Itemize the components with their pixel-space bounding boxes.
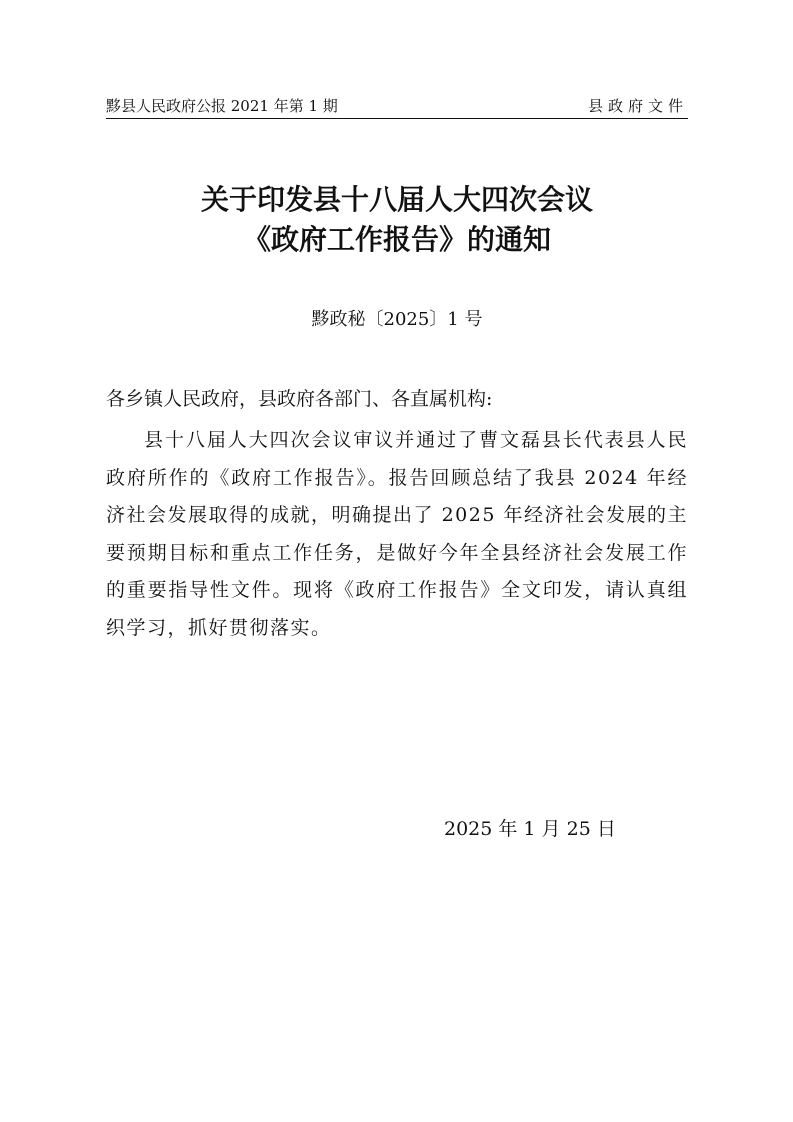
document-title xyxy=(106,180,688,260)
title-line-2: 《政府工作报告》的通知 xyxy=(242,223,551,256)
issue-date: 2025 年 1 月 25 日 xyxy=(444,818,616,840)
body-paragraph: 县十八届人大四次会议审议并通过了曹文磊县长代表县人民政府所作的《政府工作报告》。报告回顾总结了我县 2024 年经济社会发展取得的成就，明确提出了 2025 年经济社会发展的主要预期目标和重点工作任务，是做好今年全县经济社会发展工作的重要指导性文件。现将《政府工作报告》全文印发，请认真组织学习，抓好贯彻落实。 xyxy=(106,429,688,639)
document-number: 黟政秘〔2025〕1 号 xyxy=(311,309,483,330)
title-line-1: 关于印发县十八届人大四次会议 xyxy=(200,183,593,216)
header-section: 县政府文件 xyxy=(587,97,688,115)
page-header xyxy=(106,94,688,119)
addressee: 各乡镇人民政府，县政府各部门、各直属机构: xyxy=(106,388,493,410)
header-publication: 黟县人民政府公报 2021 年第 1 期 xyxy=(106,97,338,115)
